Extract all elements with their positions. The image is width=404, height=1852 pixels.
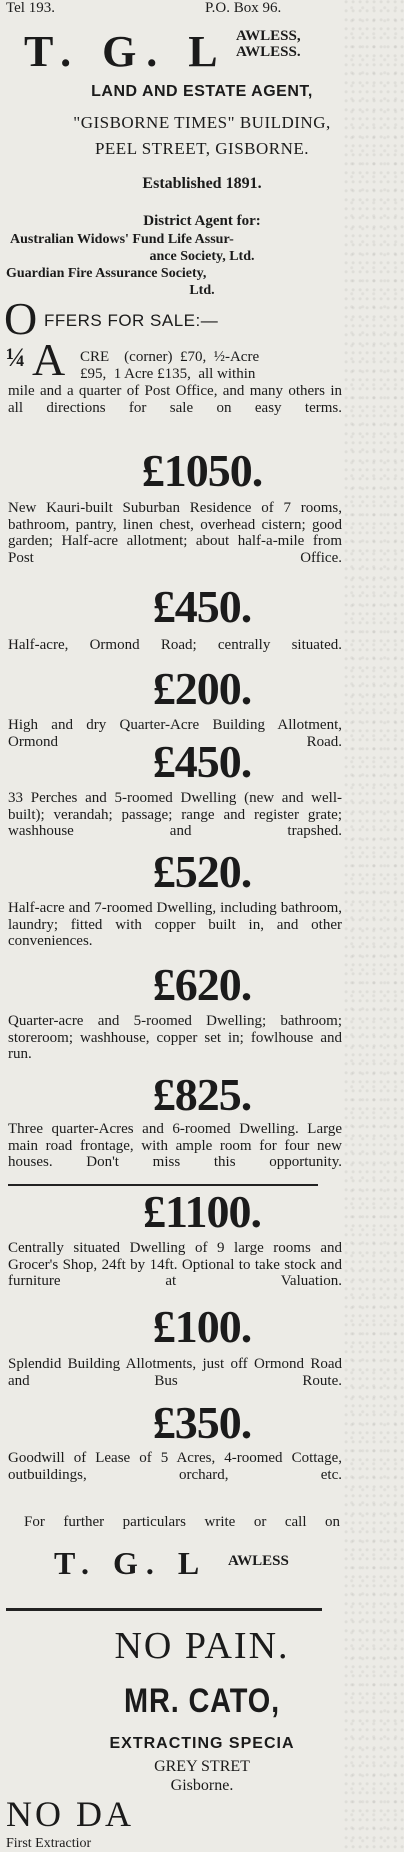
agent-street: PEEL STREET, GISBORNE. (94, 139, 310, 158)
listing-text: Splendid Building Allotments, just off Ormond Road and Bus Route. (8, 1356, 342, 1389)
offers-line-1: CRE (corner) £70, ½-Acre (80, 349, 260, 365)
listing-text: Half-acre, Ormond Road; centrally situated. (8, 637, 342, 653)
agent-building: "GISBORNE TIMES" BUILDING, (73, 113, 331, 132)
agency-line-1a: Australian Widows' Fund Life Assur- (10, 232, 234, 247)
established-year: Established 1891. (142, 175, 262, 192)
grey-street: GREY STRET (154, 1758, 250, 1775)
quarter-fraction: ¼ (6, 343, 26, 372)
gisborne-town: Gisborne. (170, 1777, 234, 1794)
offers-drop-cap: O (4, 293, 38, 344)
listing-price: £450. (152, 736, 252, 787)
no-da-heading: NO DA (6, 1794, 134, 1834)
listing-price: £520. (152, 846, 252, 897)
listing-price: £1050. (141, 445, 263, 496)
listing-text: Centrally situated Dwelling of 9 large rooms and Grocer's Shop, 24ft by 14ft. Optional to take stock and furniture at Valuation. (8, 1240, 342, 1289)
agent-name-initials: T. G. L (24, 27, 228, 76)
listing-price: £350. (152, 1397, 252, 1448)
district-agent-label: District Agent for: (143, 213, 261, 229)
offers-line-2: £95, 1 Acre £135, all within (80, 366, 256, 382)
listing-text: High and dry Quarter-Acre Building Allotment, Ormond Road. (8, 717, 342, 750)
signature-tail: AWLESS (228, 1553, 289, 1569)
agency-line-1b: ance Society, Ltd. (149, 249, 255, 264)
paper-speckle-texture (344, 0, 404, 1851)
offers-heading: FFERS FOR SALE:— (44, 311, 219, 330)
listing-price: £450. (152, 581, 252, 632)
po-box: P.O. Box 96. (205, 0, 282, 16)
agent-role: LAND AND ESTATE AGENT, (91, 83, 313, 100)
agency-line-2a: Guardian Fire Assurance Society, (6, 266, 207, 281)
signature-initials: T. G. L (54, 1545, 208, 1581)
listing-text: Goodwill of Lease of 5 Acres, 4-roomed Cottage, outbuildings, orchard, etc. (8, 1450, 342, 1483)
listing-price: £620. (152, 959, 252, 1010)
telephone-number: Tel 193. (6, 0, 55, 16)
agency-line-2b: Ltd. (189, 283, 215, 298)
agent-name-tail-2: AWLESS. (236, 44, 301, 60)
acre-drop-cap: A (32, 334, 66, 385)
listing-price: £825. (152, 1069, 252, 1120)
no-pain-heading: NO PAIN. (114, 1625, 290, 1667)
listing-text: Three quarter-Acres and 6-roomed Dwelling. Large main road frontage, with ample room for four new houses. Don't miss this opportunity. (8, 1121, 342, 1170)
agent-name-tail-1: AWLESS, (236, 28, 301, 44)
listing-text: Quarter-acre and 5-roomed Dwelling; bathroom; storeroom; washhouse, copper set in; fowlhouse and run. (8, 1013, 342, 1062)
listing-price: £100. (152, 1301, 252, 1352)
listing-price: £200. (152, 663, 252, 714)
mr-cato-heading: MR. CATO, (124, 1682, 280, 1720)
listing-text: Half-acre and 7-roomed Dwelling, including bathroom, laundry; fitted with copper built in, and other conveniences. (8, 900, 342, 949)
offers-rest: mile and a quarter of Post Office, and many others in all directions for sale on easy terms. (8, 383, 342, 416)
first-extraction: First Extractior (6, 1836, 92, 1851)
further-particulars: For further particulars write or call on (24, 1514, 340, 1530)
listing-text: New Kauri-built Suburban Residence of 7 rooms, bathroom, pantry, linen chest, overhead cistern; good garden; Half-acre allotment; about half-a-mile from Post Office. (8, 500, 342, 566)
listing-text: 33 Perches and 5-roomed Dwelling (new and well-built); verandah; passage; range and register grate; washhouse and trapshed. (8, 790, 342, 839)
listing-price: £1100. (143, 1186, 261, 1237)
extracting-specialist: EXTRACTING SPECIA (109, 1735, 295, 1752)
advert-divider (6, 1608, 322, 1611)
